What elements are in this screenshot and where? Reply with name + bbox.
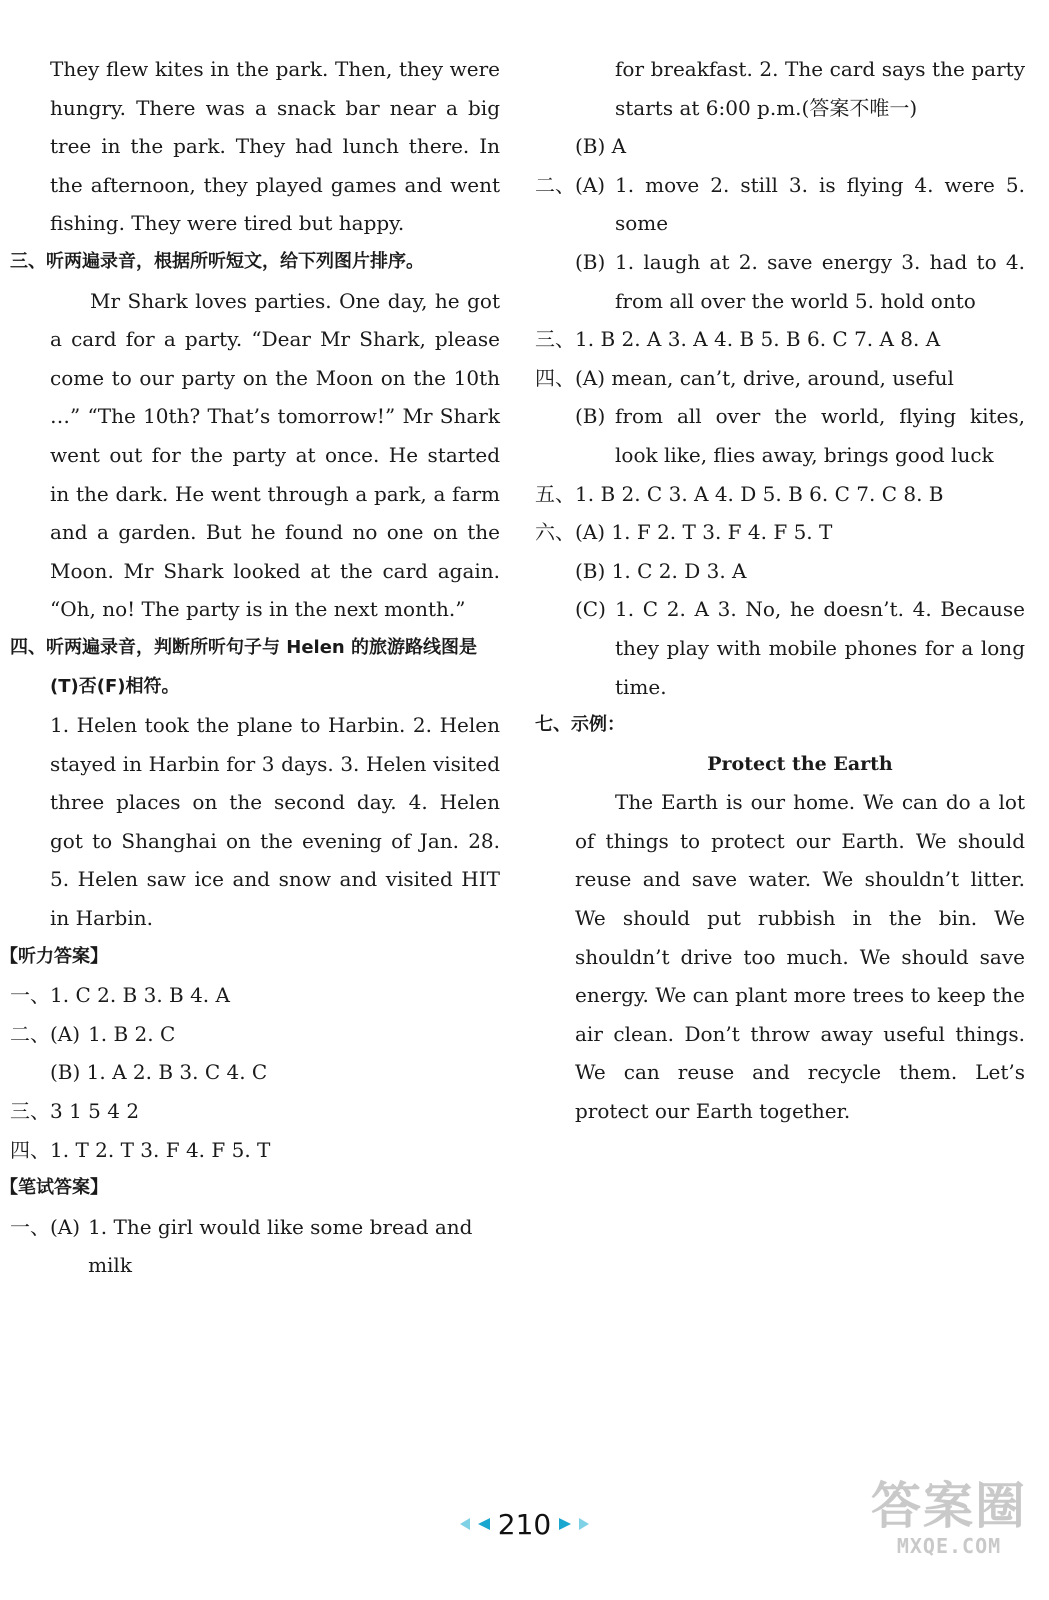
written-answer-6b: (B) 1. C 2. D 3. A <box>575 558 747 583</box>
written-answer-3-text: 1. B 2. A 3. A 4. B 5. B 6. C 7. A 8. A <box>575 327 941 352</box>
watermark <box>871 1478 1027 1558</box>
listening-answer-2b: (B) 1. A 2. B 3. C 4. C <box>50 1060 268 1085</box>
arrow-left-icon <box>478 1518 490 1530</box>
written-answer-4a: 四、(A) mean, can’t, drive, around, useful <box>535 365 954 390</box>
listening-answer-2a-label: 二、(A) <box>10 1021 81 1046</box>
essay-title: Protect the Earth <box>707 752 893 775</box>
story-paragraph: They flew kites in the park. Then, they were hungry. There was a snack bar near a big tree in the park. They had lunch there. In the afternoon, they played games and went fishing. They were tired but happy. <box>50 57 500 236</box>
section-4-heading: 四、听两遍录音，判断所听句子与 Helen 的旅游路线图是(T)否(F)相符。 <box>10 636 477 697</box>
left-column <box>0 50 500 1285</box>
written-answer-4b-text: from all over the world, flying kites, look like, flies away, brings good luck <box>615 404 1025 467</box>
written-answer-2b-label: (B) <box>575 249 606 274</box>
written-answer-2a <box>535 166 1025 243</box>
written-answer-3 <box>535 320 1025 359</box>
written-answer-6c <box>535 590 1025 706</box>
arrow-right-icon <box>559 1518 571 1530</box>
watermark-url: MXQE.COM <box>896 1534 1002 1558</box>
section-3-heading: 三、听两遍录音，根据所听短文，给下列图片排序。 <box>10 250 424 272</box>
written-answer-5-label: 五、 <box>535 481 575 506</box>
arrow-right-light-icon <box>579 1518 589 1530</box>
right-column <box>535 50 1025 1131</box>
written-answer-2a-label: 二、(A) <box>535 172 606 197</box>
listening-answers-heading: 【听力答案】 <box>0 945 108 967</box>
essay-text: The Earth is our home. We can do a lot of things to protect our Earth. We should reuse and save water. We shouldn’t litter. We should put rubbish in the bin. We shouldn’t drive too much. We should save energy. We can plant more trees to keep the air clean. Don’t throw away useful things. We can reuse and recycle them. Let’s protect our Earth together. <box>575 790 1025 1124</box>
written-answer-1a-label: 一、(A) <box>10 1214 81 1239</box>
listening-answer-2a <box>10 1015 500 1054</box>
written-answer-4b <box>535 397 1025 474</box>
written-answer-1a <box>10 1208 500 1285</box>
listening-answer-4: 四、1. T 2. T 3. F 4. F 5. T <box>10 1137 271 1162</box>
written-answer-1b: (B) A <box>575 134 627 159</box>
written-answer-6a: 六、(A) 1. F 2. T 3. F 4. F 5. T <box>535 520 833 545</box>
written-answer-6c-text: 1. C 2. A 3. No, he doesn’t. 4. Because they play with mobile phones for a long time. <box>615 597 1025 699</box>
written-answer-4b-label: (B) <box>575 404 606 429</box>
written-answer-3-label: 三、 <box>535 327 575 352</box>
written-answers-heading: 【笔试答案】 <box>0 1177 108 1199</box>
written-answer-2b-text: 1. laugh at 2. save energy 3. had to 4. from all over the world 5. hold onto <box>615 249 1025 313</box>
arrow-left-light-icon <box>460 1518 470 1530</box>
written-answer-6c-label: (C) <box>575 597 606 622</box>
written-answer-2a-text: 1. move 2. still 3. is flying 4. were 5. some <box>615 172 1025 236</box>
listening-answer-2a-text: 1. B 2. C <box>88 1021 176 1046</box>
section-3-passage: Mr Shark loves parties. One day, he got a card for a party. “Dear Mr Shark, please come to our party on the Moon on the 10th …” “The 10th? That’s tomorrow!” Mr Shark went out for the party at once. He started in the dark. He went through a park, a farm and a garden. But he found no one on the Moon. Mr Shark looked at the card again. “Oh, no! The party is in the next month.” <box>50 288 500 622</box>
listening-answer-3: 三、3 1 5 4 2 <box>10 1099 140 1124</box>
written-answer-2b <box>535 243 1025 320</box>
section-7-heading: 七、示例： <box>535 714 625 736</box>
listening-answer-1: 一、1. C 2. B 3. B 4. A <box>10 983 230 1008</box>
written-answer-5-text: 1. B 2. C 3. A 4. D 5. B 6. C 7. C 8. B <box>575 481 944 506</box>
written-answer-5 <box>535 475 1025 514</box>
section-4-sentences: 1. Helen took the plane to Harbin. 2. Helen stayed in Harbin for 3 days. 3. Helen visited three places on the second day. 4. Helen got to Shanghai on the evening of Jan. 28. 5. Helen saw ice and snow and visited HIT in Harbin. <box>50 713 500 931</box>
page-number: 210 <box>497 1507 552 1541</box>
written-answer-1a-text: 1. The girl would like some bread and milk <box>88 1214 473 1278</box>
watermark-logo: 答案圈 <box>871 1477 1027 1535</box>
written-answer-1a-continued: for breakfast. 2. The card says the party starts at 6:00 p.m.(答案不唯一) <box>615 57 1025 120</box>
